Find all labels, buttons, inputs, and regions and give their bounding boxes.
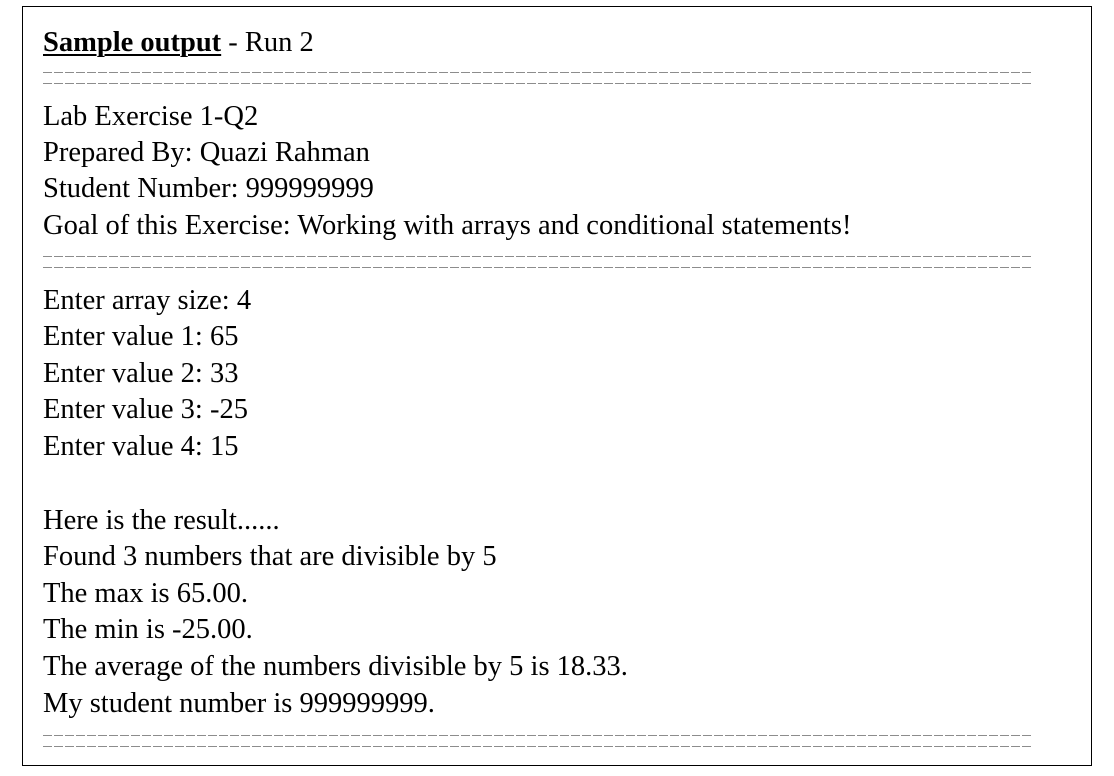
heading-label: Sample output (43, 27, 222, 58)
result-line-student-number: My student number is 999999999. (43, 688, 435, 719)
separator-rule-top (43, 72, 1033, 84)
header-line-exercise: Lab Exercise 1-Q2 (43, 101, 259, 132)
result-line-min: The min is -25.00. (43, 614, 253, 645)
input-line-value-4: Enter value 4: 15 (43, 431, 239, 462)
result-line-average: The average of the numbers divisible by 5 is 18.33. (43, 651, 628, 682)
result-line-found: Found 3 numbers that are divisible by 5 (43, 541, 497, 572)
document-frame (22, 6, 1092, 766)
input-line-value-3: Enter value 3: -25 (43, 394, 248, 425)
header-line-goal: Goal of this Exercise: Working with arrays and conditional statements! (43, 210, 852, 241)
input-line-value-1: Enter value 1: 65 (43, 321, 239, 352)
heading (43, 25, 314, 61)
result-line-max: The max is 65.00. (43, 578, 249, 609)
header-line-prepared-by: Prepared By: Quazi Rahman (43, 137, 370, 168)
result-line-intro: Here is the result...... (43, 505, 280, 536)
header-line-student-number: Student Number: 999999999 (43, 173, 374, 204)
input-line-array-size: Enter array size: 4 (43, 285, 252, 316)
separator-rule-middle (43, 256, 1033, 268)
separator-rule-bottom (43, 735, 1033, 747)
heading-suffix: - Run 2 (221, 27, 314, 58)
input-line-value-2: Enter value 2: 33 (43, 358, 239, 389)
